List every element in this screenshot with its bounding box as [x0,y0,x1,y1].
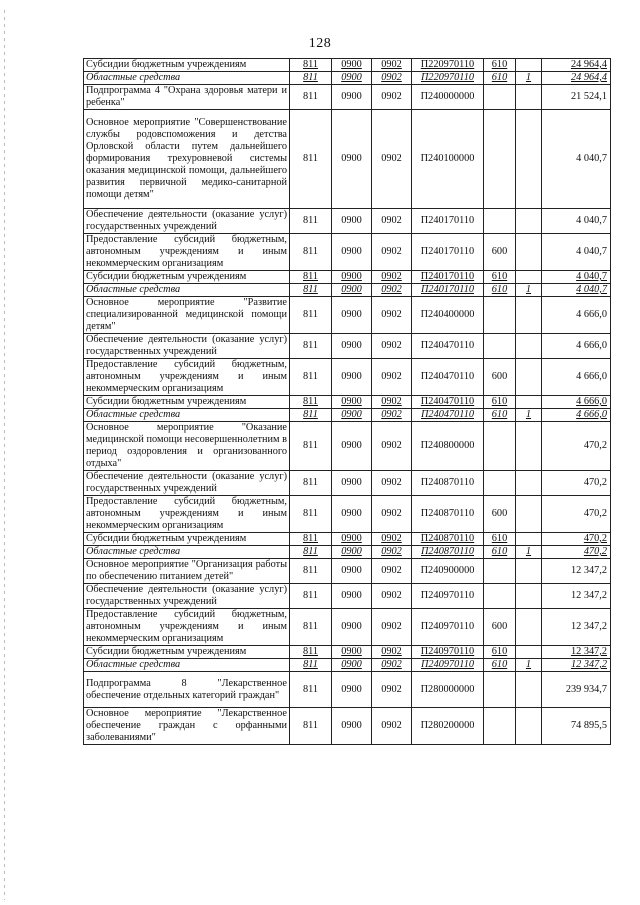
name-cell: Обеспечение деятельности (оказание услуг) государственных учреждений [84,471,290,496]
amount-cell: 4 040,7 [542,234,611,271]
section-cell: 0900 [332,496,372,533]
subsection-cell: 0902 [372,609,412,646]
name-cell: Субсидии бюджетным учреждениям [84,271,290,284]
name-cell: Основное мероприятие "Развитие специализированной медицинской помощи детям" [84,297,290,334]
target-article-cell: П240870110 [412,533,484,546]
amount-cell: 239 934,7 [542,672,611,708]
funding-source-cell [516,359,542,396]
table-row [84,609,611,646]
admin-code-cell: 811 [290,359,332,396]
amount-cell: 470,2 [542,546,611,559]
section-cell: 0900 [332,533,372,546]
expense-type-cell: 610 [484,546,516,559]
target-article-cell: П240970110 [412,659,484,672]
name-cell: Предоставление субсидий бюджетным, автономным учреждениям и иным некоммерческим организациям [84,234,290,271]
subsection-cell: 0902 [372,110,412,209]
target-article-cell: П220970110 [412,59,484,72]
admin-code-cell: 811 [290,559,332,584]
subsection-cell: 0902 [372,708,412,745]
name-cell: Обеспечение деятельности (оказание услуг) государственных учреждений [84,584,290,609]
name-cell: Обеспечение деятельности (оказание услуг) государственных учреждений [84,209,290,234]
table-row [84,110,611,209]
section-cell: 0900 [332,334,372,359]
table-row [84,422,611,471]
name-cell: Субсидии бюджетным учреждениям [84,646,290,659]
subsection-cell: 0902 [372,546,412,559]
expense-type-cell: 610 [484,59,516,72]
funding-source-cell [516,471,542,496]
amount-cell: 12 347,2 [542,609,611,646]
target-article-cell: П240900000 [412,559,484,584]
funding-source-cell [516,533,542,546]
admin-code-cell: 811 [290,234,332,271]
funding-source-cell [516,609,542,646]
table-row [84,496,611,533]
target-article-cell: П240470110 [412,334,484,359]
admin-code-cell: 811 [290,584,332,609]
table-row [84,708,611,745]
name-cell: Субсидии бюджетным учреждениям [84,533,290,546]
subsection-cell: 0902 [372,334,412,359]
funding-source-cell [516,334,542,359]
amount-cell: 24 964,4 [542,59,611,72]
section-cell: 0900 [332,359,372,396]
subsection-cell: 0902 [372,471,412,496]
table-row [84,334,611,359]
subsection-cell: 0902 [372,559,412,584]
name-cell: Подпрограмма 4 "Охрана здоровья матери и ребенка" [84,85,290,110]
name-cell: Областные средства [84,546,290,559]
table-row [84,559,611,584]
subsection-cell: 0902 [372,359,412,396]
expense-type-cell: 600 [484,359,516,396]
admin-code-cell: 811 [290,546,332,559]
target-article-cell: П240800000 [412,422,484,471]
subsection-cell: 0902 [372,646,412,659]
table-row [84,396,611,409]
name-cell: Основное мероприятие "Совершенствование службы родовспоможения и детства Орловской области путем дальнейшего формирования трехуровневой системы оказания медицинской помощи, дальнейшего развития первичной медико-санитарной помощи детям" [84,110,290,209]
funding-source-cell [516,59,542,72]
funding-source-cell [516,110,542,209]
subsection-cell: 0902 [372,584,412,609]
table-row-regional-funds [84,72,611,85]
admin-code-cell: 811 [290,59,332,72]
amount-cell: 4 040,7 [542,284,611,297]
name-cell: Областные средства [84,72,290,85]
expense-type-cell [484,209,516,234]
amount-cell: 21 524,1 [542,85,611,110]
amount-cell: 4 666,0 [542,409,611,422]
amount-cell: 470,2 [542,533,611,546]
section-cell: 0900 [332,422,372,471]
admin-code-cell: 811 [290,672,332,708]
table-row [84,297,611,334]
funding-source-cell: 1 [516,284,542,297]
admin-code-cell: 811 [290,496,332,533]
section-cell: 0900 [332,559,372,584]
subsection-cell: 0902 [372,396,412,409]
section-cell: 0900 [332,546,372,559]
name-cell: Предоставление субсидий бюджетным, автономным учреждениям и иным некоммерческим организациям [84,496,290,533]
expense-type-cell: 610 [484,646,516,659]
subsection-cell: 0902 [372,59,412,72]
target-article-cell: П240870110 [412,546,484,559]
target-article-cell: П240170110 [412,284,484,297]
table-row [84,533,611,546]
name-cell: Предоставление субсидий бюджетным, автономным учреждениям и иным некоммерческим организациям [84,359,290,396]
admin-code-cell: 811 [290,85,332,110]
table-row [84,471,611,496]
amount-cell: 12 347,2 [542,659,611,672]
table-row-regional-funds [84,284,611,297]
admin-code-cell: 811 [290,659,332,672]
admin-code-cell: 811 [290,284,332,297]
table-row [84,584,611,609]
name-cell: Основное мероприятие "Оказание медицинской помощи несовершеннолетним в период оздоровления и организованного отдыха" [84,422,290,471]
expense-type-cell: 600 [484,496,516,533]
subsection-cell: 0902 [372,271,412,284]
admin-code-cell: 811 [290,297,332,334]
section-cell: 0900 [332,110,372,209]
budget-table-body [84,59,611,745]
section-cell: 0900 [332,672,372,708]
admin-code-cell: 811 [290,422,332,471]
subsection-cell: 0902 [372,85,412,110]
target-article-cell: П240170110 [412,234,484,271]
expense-type-cell [484,334,516,359]
funding-source-cell: 1 [516,72,542,85]
funding-source-cell [516,234,542,271]
funding-source-cell: 1 [516,659,542,672]
section-cell: 0900 [332,708,372,745]
target-article-cell: П240170110 [412,209,484,234]
section-cell: 0900 [332,646,372,659]
expense-type-cell [484,672,516,708]
target-article-cell: П240970110 [412,646,484,659]
budget-table [83,58,611,745]
funding-source-cell: 1 [516,409,542,422]
table-row [84,209,611,234]
expense-type-cell [484,422,516,471]
section-cell: 0900 [332,659,372,672]
expense-type-cell [484,708,516,745]
subsection-cell: 0902 [372,533,412,546]
expense-type-cell: 610 [484,271,516,284]
expense-type-cell [484,110,516,209]
name-cell: Областные средства [84,284,290,297]
expense-type-cell: 610 [484,72,516,85]
expense-type-cell [484,85,516,110]
admin-code-cell: 811 [290,409,332,422]
funding-source-cell [516,209,542,234]
funding-source-cell [516,496,542,533]
target-article-cell: П240170110 [412,271,484,284]
amount-cell: 12 347,2 [542,584,611,609]
name-cell: Областные средства [84,659,290,672]
amount-cell: 74 895,5 [542,708,611,745]
amount-cell: 4 666,0 [542,297,611,334]
subsection-cell: 0902 [372,284,412,297]
expense-type-cell: 600 [484,609,516,646]
page-number: 128 [308,36,332,51]
target-article-cell: П240400000 [412,297,484,334]
amount-cell: 470,2 [542,496,611,533]
subsection-cell: 0902 [372,672,412,708]
subsection-cell: 0902 [372,659,412,672]
amount-cell: 4 666,0 [542,396,611,409]
section-cell: 0900 [332,297,372,334]
admin-code-cell: 811 [290,110,332,209]
amount-cell: 24 964,4 [542,72,611,85]
section-cell: 0900 [332,409,372,422]
name-cell: Субсидии бюджетным учреждениям [84,396,290,409]
admin-code-cell: 811 [290,334,332,359]
section-cell: 0900 [332,396,372,409]
table-row [84,672,611,708]
target-article-cell: П240970110 [412,609,484,646]
page-left-edge [4,10,5,900]
section-cell: 0900 [332,85,372,110]
amount-cell: 4 040,7 [542,110,611,209]
section-cell: 0900 [332,471,372,496]
section-cell: 0900 [332,271,372,284]
target-article-cell: П240970110 [412,584,484,609]
expense-type-cell: 610 [484,284,516,297]
subsection-cell: 0902 [372,297,412,334]
name-cell: Областные средства [84,409,290,422]
section-cell: 0900 [332,609,372,646]
section-cell: 0900 [332,234,372,271]
funding-source-cell [516,672,542,708]
table-row-regional-funds [84,659,611,672]
target-article-cell: П240470110 [412,359,484,396]
name-cell: Субсидии бюджетным учреждениям [84,59,290,72]
subsection-cell: 0902 [372,209,412,234]
subsection-cell: 0902 [372,72,412,85]
section-cell: 0900 [332,584,372,609]
target-article-cell: П280000000 [412,672,484,708]
expense-type-cell: 610 [484,533,516,546]
section-cell: 0900 [332,284,372,297]
funding-source-cell: 1 [516,546,542,559]
funding-source-cell [516,422,542,471]
table-row [84,646,611,659]
admin-code-cell: 811 [290,271,332,284]
subsection-cell: 0902 [372,234,412,271]
subsection-cell: 0902 [372,422,412,471]
section-cell: 0900 [332,59,372,72]
funding-source-cell [516,708,542,745]
table-row-regional-funds [84,546,611,559]
name-cell: Обеспечение деятельности (оказание услуг) государственных учреждений [84,334,290,359]
funding-source-cell [516,396,542,409]
admin-code-cell: 811 [290,609,332,646]
table-row [84,234,611,271]
target-article-cell: П240000000 [412,85,484,110]
target-article-cell: П220970110 [412,72,484,85]
target-article-cell: П240100000 [412,110,484,209]
table-row [84,359,611,396]
expense-type-cell [484,559,516,584]
expense-type-cell [484,471,516,496]
expense-type-cell: 610 [484,396,516,409]
table-row [84,85,611,110]
target-article-cell: П240470110 [412,396,484,409]
expense-type-cell: 610 [484,659,516,672]
table-row [84,271,611,284]
amount-cell: 4 666,0 [542,359,611,396]
admin-code-cell: 811 [290,533,332,546]
target-article-cell: П240870110 [412,471,484,496]
funding-source-cell [516,646,542,659]
amount-cell: 4 040,7 [542,271,611,284]
expense-type-cell: 610 [484,409,516,422]
amount-cell: 470,2 [542,471,611,496]
admin-code-cell: 811 [290,646,332,659]
amount-cell: 4 666,0 [542,334,611,359]
target-article-cell: П240870110 [412,496,484,533]
table-row [84,59,611,72]
table-row-regional-funds [84,409,611,422]
name-cell: Подпрограмма 8 "Лекарственное обеспечение отдельных категорий граждан" [84,672,290,708]
amount-cell: 470,2 [542,422,611,471]
section-cell: 0900 [332,72,372,85]
amount-cell: 12 347,2 [542,646,611,659]
admin-code-cell: 811 [290,471,332,496]
target-article-cell: П240470110 [412,409,484,422]
admin-code-cell: 811 [290,72,332,85]
name-cell: Основное мероприятие "Лекарственное обеспечение граждан с орфанными заболеваниями" [84,708,290,745]
admin-code-cell: 811 [290,708,332,745]
admin-code-cell: 811 [290,209,332,234]
funding-source-cell [516,271,542,284]
amount-cell: 4 040,7 [542,209,611,234]
funding-source-cell [516,297,542,334]
expense-type-cell [484,584,516,609]
name-cell: Основное мероприятие "Организация работы по обеспечению питанием детей" [84,559,290,584]
expense-type-cell [484,297,516,334]
funding-source-cell [516,85,542,110]
funding-source-cell [516,584,542,609]
subsection-cell: 0902 [372,496,412,533]
amount-cell: 12 347,2 [542,559,611,584]
funding-source-cell [516,559,542,584]
subsection-cell: 0902 [372,409,412,422]
name-cell: Предоставление субсидий бюджетным, автономным учреждениям и иным некоммерческим организациям [84,609,290,646]
admin-code-cell: 811 [290,396,332,409]
section-cell: 0900 [332,209,372,234]
target-article-cell: П280200000 [412,708,484,745]
expense-type-cell: 600 [484,234,516,271]
